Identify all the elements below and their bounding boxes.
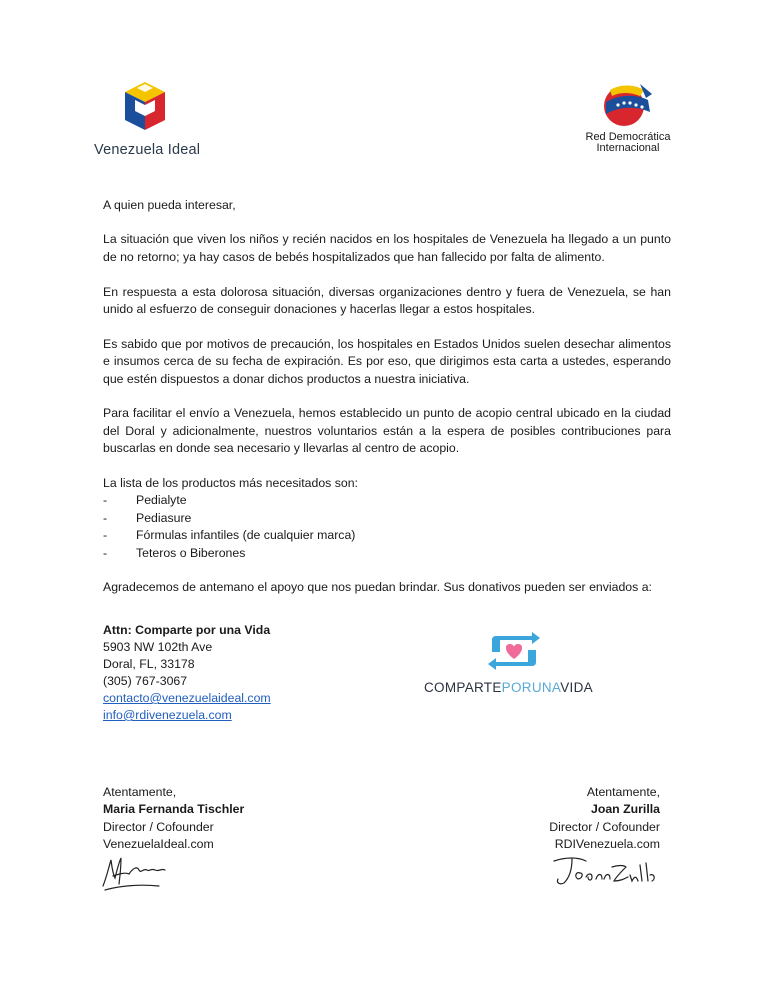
address-block	[103, 622, 403, 724]
comparte-word-2: PORUNA	[501, 680, 561, 695]
list-item	[103, 545, 671, 562]
list-item	[103, 492, 671, 509]
venezuela-ideal-logo	[94, 80, 204, 160]
signer-name-right: Joan Zurilla	[590, 802, 660, 817]
rdi-flag-globe-icon	[600, 80, 654, 130]
signer-site-left: VenezuelaIdeal.com	[103, 837, 214, 852]
rdi-wordmark-line1: Red Democrática	[585, 131, 671, 143]
greeting: A quien pueda interesar,	[103, 198, 236, 212]
email-link-info[interactable]: info@rdivenezuela.com	[103, 708, 232, 722]
signature-block-left	[103, 784, 363, 854]
heart-exchange-icon	[486, 630, 542, 672]
email-link-contacto[interactable]: contacto@venezuelaideal.com	[103, 691, 271, 705]
product-list	[103, 492, 671, 562]
rdi-logo	[576, 80, 686, 160]
list-item-label: Teteros o Biberones	[136, 545, 246, 560]
venezuela-ideal-cube-icon	[121, 80, 169, 134]
address-city: Doral, FL, 33178	[103, 657, 195, 671]
signer-site-right: RDIVenezuela.com	[554, 837, 660, 852]
venezuela-ideal-wordmark: Venezuela Ideal	[94, 142, 201, 158]
list-item	[103, 527, 671, 544]
list-intro: La lista de los productos más necesitados son:	[103, 476, 358, 491]
address-street: 5903 NW 102th Ave	[103, 640, 213, 654]
paragraph-response: En respuesta a esta dolorosa situación, diversas organizaciones dentro y fuera de Venezuela, se han unido al esfuerzo de conseguir donaciones y hacerlas llegar a estos hospitales.	[103, 284, 671, 317]
signer-title-left: Director / Cofounder	[103, 819, 214, 834]
paragraph-logistics: Para facilitar el envío a Venezuela, hemos establecido un punto de acopio central ubicado en la ciudad del Doral y adicionalmente, nuestros voluntarios están a la espera de posibles contribuciones para buscarlas en donde sea necesario y llevarlas al centro de acopio.	[103, 406, 671, 456]
paragraph-request: Es sabido que por motivos de precaución, los hospitales en Estados Unidos suelen desechar alimentos e insumos cerca de su fecha de expiración. Es por eso, que dirigimos esta carta a ustedes, esperando que estén dispuestos a donar dichos productos a nuestra iniciativa.	[103, 336, 671, 386]
list-item-label: Fórmulas infantiles (de cualquier marca)	[136, 528, 356, 543]
list-item-label: Pediasure	[136, 510, 192, 525]
signature-block-right	[420, 784, 660, 854]
address-phone: (305) 767-3067	[103, 674, 188, 688]
comparte-word-1: COMPARTE	[424, 680, 502, 695]
comparte-por-una-vida-logo	[424, 630, 624, 700]
rdi-wordmark-line2: Internacional	[596, 142, 660, 154]
closing-left: Atentamente,	[103, 785, 177, 799]
address-attn: Attn: Comparte por una Vida	[103, 623, 271, 637]
list-bullet: -	[103, 510, 108, 525]
signer-title-right: Director / Cofounder	[549, 819, 660, 834]
signer-name-left: Maria Fernanda Tischler	[103, 802, 245, 817]
comparte-word-3: VIDA	[560, 680, 593, 695]
list-bullet: -	[103, 528, 108, 543]
paragraph-situation: La situación que viven los niños y recién nacidos en los hospitales de Venezuela ha llegado a un punto de no retorno; ya hay casos de bebés hospitalizados que han fallecido por falta de alimento.	[103, 232, 671, 264]
closing-right: Atentamente,	[586, 785, 660, 799]
comparte-wordmark	[424, 680, 624, 695]
letter-body	[103, 197, 671, 597]
list-bullet: -	[103, 545, 108, 560]
rdi-wordmark	[578, 132, 678, 154]
list-item-label: Pedialyte	[136, 493, 187, 508]
handwritten-signature-left	[99, 852, 171, 892]
closing-paragraph: Agradecemos de antemano el apoyo que nos puedan brindar. Sus donativos pueden ser enviados a:	[103, 580, 652, 595]
list-bullet: -	[103, 493, 108, 508]
list-item	[103, 510, 671, 527]
handwritten-signature-right	[546, 853, 658, 889]
